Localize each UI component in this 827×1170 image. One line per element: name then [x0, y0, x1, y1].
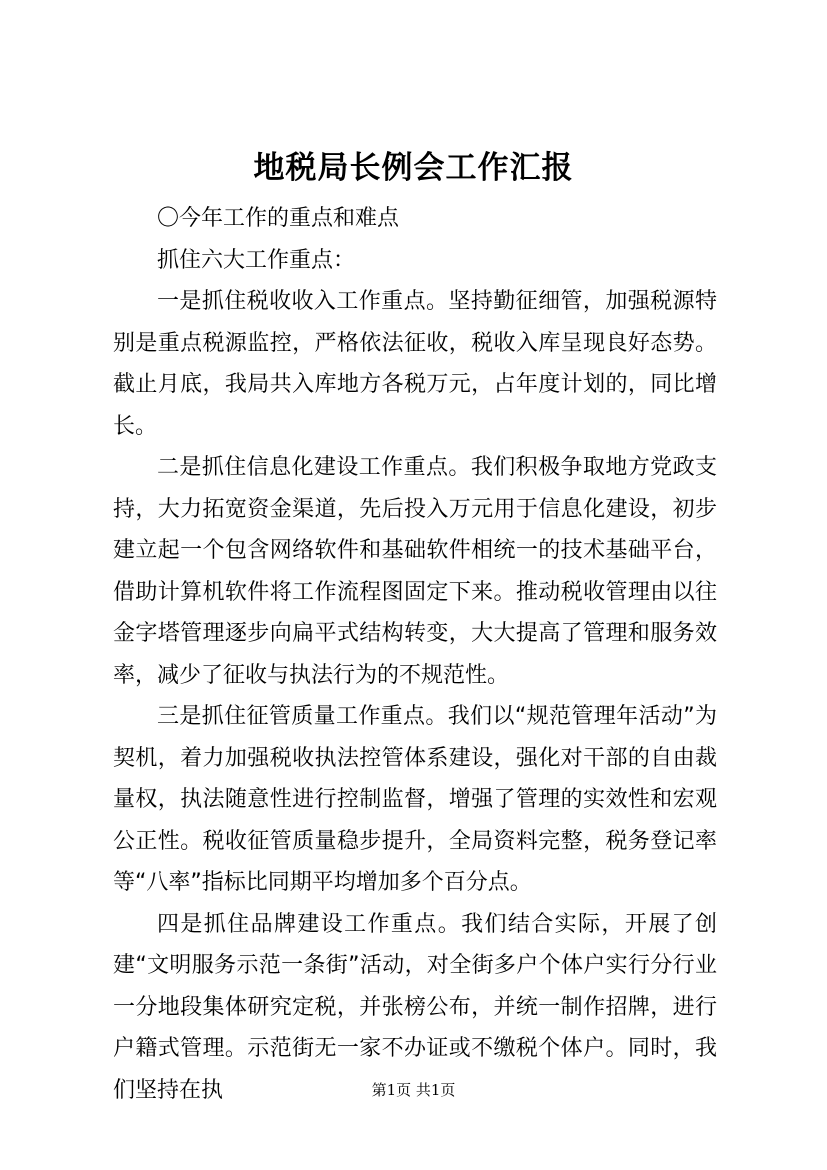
document-body [113, 198, 717, 1111]
paragraph-intro: 抓住六大工作重点： [157, 247, 356, 273]
document-title: 地税局长例会工作汇报 [253, 150, 574, 186]
paragraph-point-3: 三是抓住征管质量工作重点。我们以“规范管理年活动”为契机，着力加强税收执法控管体系建设，强化对干部的自由裁量权，执法随意性进行控制监督，增强了管理的实效性和宏观公正性。税收征管质量稳步提升，全局资料完整，税务登记率等“八率”指标比同期平均增加多个百分点。 [113, 704, 717, 895]
paragraph-point-4: 四是抓住品牌建设工作重点。我们结合实际，开展了创建“文明服务示范一条街”活动，对全街多户个体户实行分行业一分地段集体研究定税，并张榜公布，并统一制作招牌，进行户籍式管理。示范街无一家不办证或不缴税个体户。同时，我们坚持在执 [113, 911, 717, 1103]
paragraph-point-1: 一是抓住税收收入工作重点。坚持勤征细管，加强税源特别是重点税源监控，严格依法征收，税收入库呈现良好态势。截止月底，我局共入库地方各税万元，占年度计划的，同比增长。 [113, 289, 717, 439]
page-footer: 第1页 共1页 [371, 1081, 456, 1099]
paragraph-section-heading: 〇今年工作的重点和难点 [157, 206, 400, 231]
paragraph-point-2: 二是抓住信息化建设工作重点。我们积极争取地方党政支持，大力拓宽资金渠道，先后投入万元用于信息化建设，初步建立起一个包含网络软件和基础软件相统一的技术基础平台，借助计算机软件将工作流程图固定下来。推动税收管理由以往金字塔管理逐步向扁平式结构转变，大大提高了管理和服务效率，减少了征收与执法行为的不规范性。 [113, 455, 717, 688]
